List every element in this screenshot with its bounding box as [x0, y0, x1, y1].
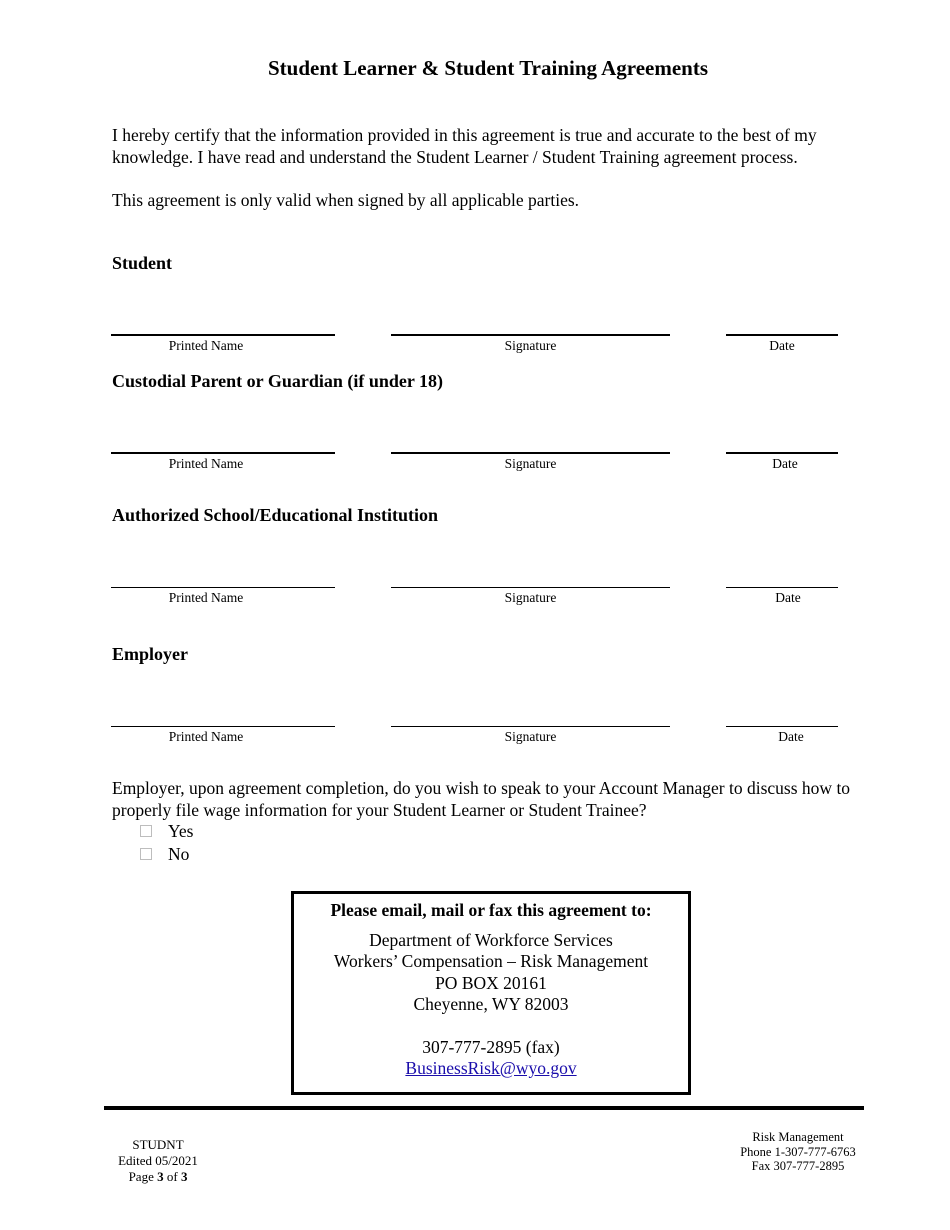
employer-printed-name-line[interactable] — [111, 726, 335, 727]
address-line: PO BOX 20161 — [435, 972, 547, 993]
footer-phone: Phone 1-307-777-6763 — [740, 1144, 856, 1159]
guardian-signature-label: Signature — [504, 456, 557, 471]
section-heading-guardian: Custodial Parent or Guardian (if under 18) — [112, 371, 444, 391]
no-label: No — [168, 844, 190, 864]
no-checkbox[interactable] — [140, 848, 152, 860]
page-title: Student Learner & Student Training Agreements — [267, 56, 709, 80]
option-no[interactable] — [140, 844, 189, 865]
footer-contact-info — [728, 1130, 868, 1174]
student-date-label: Date — [769, 338, 795, 353]
footer-form-info — [108, 1137, 208, 1185]
employer-date-label: Date — [778, 729, 804, 744]
guardian-date-label: Date — [772, 456, 798, 471]
address-line: Department of Workforce Services — [369, 929, 613, 950]
employer-date-line[interactable] — [726, 726, 838, 727]
student-date-line[interactable] — [726, 334, 838, 336]
employer-question: Employer, upon agreement completion, do you wish to speak to your Account Manager to discuss how to properly file wage information for your Student Learner or Student Trainee? — [112, 778, 851, 820]
email-link[interactable]: BusinessRisk@wyo.gov — [405, 1058, 577, 1078]
student-signature-line[interactable] — [391, 334, 670, 336]
school-printed-name-label: Printed Name — [168, 590, 244, 605]
student-signature-label: Signature — [504, 338, 557, 353]
school-signature-line[interactable] — [391, 587, 670, 588]
student-printed-name-label: Printed Name — [168, 338, 244, 353]
yes-label: Yes — [168, 821, 194, 841]
employer-signature-label: Signature — [504, 729, 557, 744]
footer-dept: Risk Management — [752, 1130, 844, 1144]
guardian-date-line[interactable] — [726, 452, 838, 454]
mailing-address-box — [291, 891, 691, 1095]
form-id: STUDNT — [132, 1137, 184, 1152]
school-printed-name-line[interactable] — [111, 587, 335, 588]
yes-checkbox[interactable] — [140, 825, 152, 837]
footer-divider — [104, 1106, 864, 1110]
employer-signature-line[interactable] — [391, 726, 670, 727]
employer-printed-name-label: Printed Name — [168, 729, 244, 744]
student-printed-name-line[interactable] — [111, 334, 335, 336]
certification-text: I hereby certify that the information provided in this agreement is true and accurate to the best of my knowledge. I have read and understand the Student Learner / Student Training agreement process. — [112, 125, 817, 167]
section-heading-student: Student — [112, 253, 173, 273]
school-date-label: Date — [775, 590, 801, 605]
section-heading-employer: Employer — [112, 644, 188, 664]
section-heading-school: Authorized School/Educational Institution — [112, 505, 439, 525]
guardian-printed-name-label: Printed Name — [168, 456, 244, 471]
address-line: Workers’ Compensation – Risk Management — [333, 951, 649, 971]
school-date-line[interactable] — [726, 587, 838, 588]
fax-number: 307-777-2895 (fax) — [422, 1036, 560, 1057]
guardian-signature-line[interactable] — [391, 452, 670, 454]
validity-text: This agreement is only valid when signed by all applicable parties. — [112, 190, 580, 210]
page-number: Page 3 of 3 — [128, 1169, 188, 1184]
footer-fax: Fax 307-777-2895 — [751, 1159, 845, 1173]
mailing-box-heading: Please email, mail or fax this agreement to: — [330, 900, 652, 920]
address-line: Cheyenne, WY 82003 — [413, 994, 569, 1014]
edited-date: Edited 05/2021 — [118, 1153, 198, 1168]
school-signature-label: Signature — [504, 590, 557, 605]
guardian-printed-name-line[interactable] — [111, 452, 335, 454]
option-yes[interactable] — [140, 821, 193, 842]
